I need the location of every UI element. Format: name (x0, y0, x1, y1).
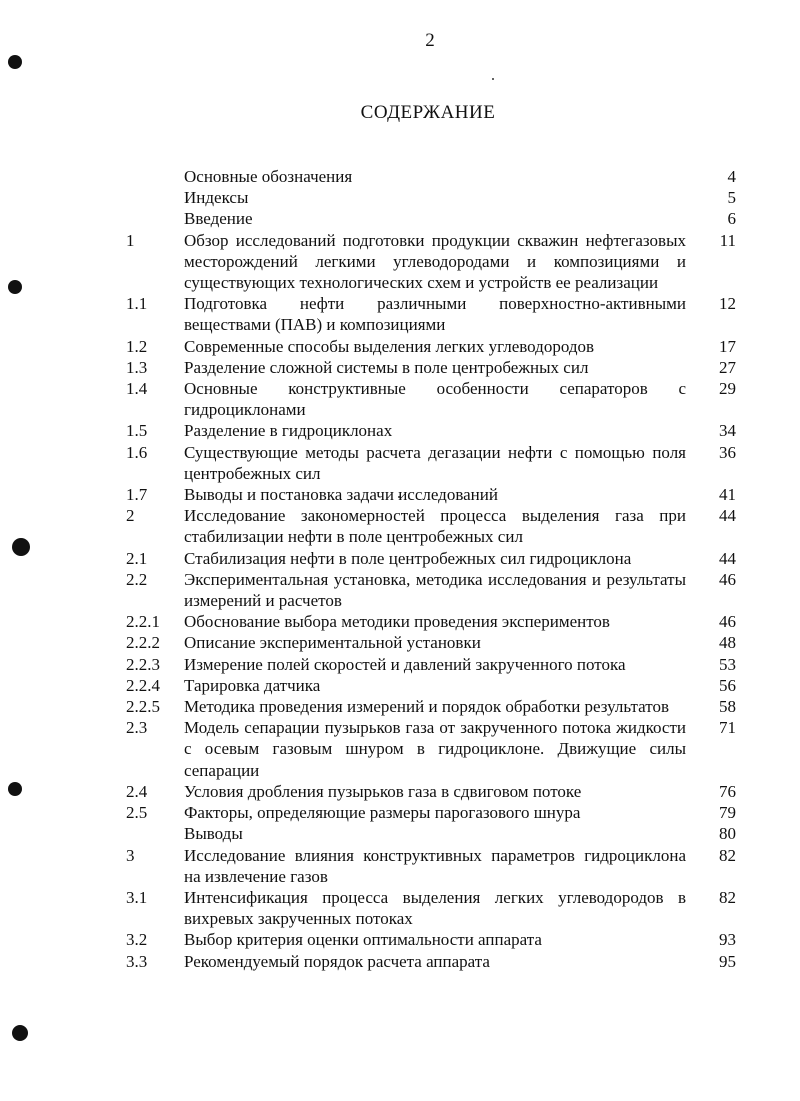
toc-entry (126, 420, 736, 441)
toc-entry-page: 95 (719, 951, 736, 971)
toc-entry-page: 27 (719, 357, 736, 377)
toc-entry-title: Обзор исследований подготовки продукции скважин нефтегазовых месторождений легкими углеводородами и композициями и существующих технологических схем и устройств ее реализации (184, 230, 686, 293)
toc-entry-title: Разделение сложной системы в поле центробежных сил (184, 357, 589, 377)
toc-entry-title: Выводы (184, 824, 243, 844)
toc-entry-title: Условия дробления пузырьков газа в сдвиговом потоке (184, 781, 582, 801)
toc-entry-page: 12 (719, 294, 736, 314)
toc-entry-page: 79 (719, 803, 736, 823)
toc-entry-title: Выбор критерия оценки оптимальности аппарата (184, 930, 542, 950)
toc-entry-title: Стабилизация нефти в поле центробежных сил гидроциклона (184, 548, 632, 568)
toc-entry-title: Исследование закономерностей процесса выделения газа при стабилизации нефти в поле центробежных сил (184, 506, 686, 547)
binder-hole-4 (8, 782, 22, 796)
toc-entry-page: 82 (719, 887, 736, 907)
toc-entry (126, 929, 736, 950)
toc-entry (126, 293, 736, 335)
toc-entry-page: 6 (727, 209, 736, 229)
toc-entry-title: Тарировка датчика (184, 675, 321, 695)
binder-hole-1 (8, 55, 22, 69)
toc-entry-page: 82 (719, 845, 736, 865)
toc-entry (126, 823, 736, 844)
toc-entry-page: 36 (719, 442, 736, 462)
toc-entry-number: 3 (126, 845, 135, 865)
toc-entry-title: Экспериментальная установка, методика исследования и результаты измерений и расчетов (184, 569, 686, 611)
toc-entry-number: 1.7 (126, 485, 148, 505)
table-of-contents (126, 166, 736, 972)
toc-entry-title: Современные способы выделения легких углеводородов (184, 336, 595, 356)
toc-entry-number: 2.2.3 (126, 654, 160, 674)
scan-speck (492, 78, 494, 80)
toc-entry (126, 548, 736, 569)
toc-entry-title: Описание экспериментальной установки (184, 633, 481, 653)
toc-entry-number: 3.1 (126, 887, 148, 907)
toc-entry-page: 4 (727, 167, 736, 186)
toc-entry-page: 53 (719, 654, 736, 674)
toc-entry-title: Исследование влияния конструктивных параметров гидроциклона на извлечение газов (184, 845, 686, 886)
toc-entry-page: 5 (727, 188, 736, 208)
toc-entry-number: 1.4 (126, 379, 148, 399)
toc-entry (126, 505, 736, 547)
toc-entry-title: Подготовка нефти различными поверхностно-активными веществами (ПАВ) и композициями (184, 294, 686, 335)
toc-entry (126, 675, 736, 696)
toc-entry-page: 56 (719, 675, 736, 695)
toc-entry-page: 93 (719, 930, 736, 950)
toc-entry-number: 2 (126, 506, 135, 526)
toc-entry-title: Индексы (184, 188, 249, 208)
toc-entry (126, 717, 736, 781)
toc-entry (126, 187, 736, 208)
toc-entry-number: 2.1 (126, 548, 148, 568)
toc-entry-title: Разделение в гидроциклонах (184, 421, 393, 441)
toc-entry-title: Выводы и постановка задачи исследований (184, 485, 498, 505)
binder-hole-3 (12, 538, 30, 556)
toc-entry-page: 29 (719, 379, 736, 399)
page-title: СОДЕРЖАНИЕ (360, 102, 496, 123)
toc-entry-page: 58 (719, 697, 736, 717)
toc-entry-title: Основные конструктивные особенности сепараторов с гидроциклонами (184, 379, 686, 420)
toc-entry-title: Модель сепарации пузырьков газа от закрученного потока жидкости с осевым газовым шнуром в гидроциклоне. Движущие силы сепарации (184, 718, 686, 780)
toc-entry-title: Факторы, определяющие размеры парогазового шнура (184, 803, 581, 823)
toc-entry (126, 357, 736, 378)
toc-entry (126, 802, 736, 823)
toc-entry-title: Введение (184, 209, 253, 229)
toc-entry (126, 611, 736, 632)
toc-entry-number: 2.2 (126, 569, 148, 589)
toc-entry (126, 484, 736, 505)
page-number: 2 (425, 30, 435, 51)
toc-entry-title: Методика проведения измерений и порядок обработки результатов (184, 697, 669, 717)
toc-entry (126, 208, 736, 229)
toc-entry-number: 2.4 (126, 781, 148, 801)
toc-entry-page: 46 (719, 612, 736, 632)
toc-entry-number: 2.2.1 (126, 612, 160, 632)
toc-entry (126, 845, 736, 887)
toc-entry-number: 1.1 (126, 294, 148, 314)
toc-entry-number: 1.6 (126, 442, 148, 462)
toc-entry-page: 71 (719, 718, 736, 738)
toc-entry-number: 3.3 (126, 951, 148, 971)
toc-entry-number: 3.2 (126, 930, 148, 950)
toc-entry (126, 378, 736, 420)
toc-entry-number: 2.5 (126, 803, 148, 823)
toc-entry-number: 2.2.5 (126, 697, 160, 717)
toc-entry (126, 951, 736, 972)
toc-entry (126, 230, 736, 294)
toc-entry (126, 654, 736, 675)
toc-entry (126, 166, 736, 187)
toc-entry-page: 76 (719, 781, 736, 801)
toc-entry-number: 1.5 (126, 421, 148, 441)
toc-entry (126, 781, 736, 802)
toc-entry-page: 41 (719, 485, 736, 505)
toc-entry-page: 80 (719, 824, 736, 844)
toc-entry-number: 2.2.4 (126, 675, 160, 695)
toc-entry-page: 44 (719, 506, 736, 526)
toc-entry (126, 696, 736, 717)
toc-entry-number: 1 (126, 230, 135, 250)
toc-entry (126, 887, 736, 929)
toc-entry (126, 632, 736, 653)
toc-entry-page: 48 (719, 633, 736, 653)
toc-entry-page: 17 (719, 336, 736, 356)
toc-entry-number: 1.3 (126, 357, 148, 377)
toc-entry-page: 34 (719, 421, 736, 441)
toc-entry (126, 442, 736, 484)
binder-hole-5 (12, 1025, 28, 1041)
toc-entry-number: 2.2.2 (126, 633, 160, 653)
toc-entry-title: Рекомендуемый порядок расчета аппарата (184, 951, 490, 971)
toc-entry-page: 11 (719, 230, 736, 250)
toc-entry-page: 46 (719, 569, 736, 589)
toc-entry-number: 2.3 (126, 718, 148, 738)
toc-entry-title: Существующие методы расчета дегазации нефти с помощью поля центробежных сил (184, 442, 686, 483)
toc-entry (126, 569, 736, 611)
toc-entry-title: Интенсификация процесса выделения легких углеводородов в вихревых закрученных потоках (184, 887, 686, 929)
toc-entry-title: Основные обозначения (184, 167, 353, 186)
toc-entry-title: Измерение полей скоростей и давлений закрученного потока (184, 654, 626, 674)
toc-entry-title: Обоснование выбора методики проведения экспериментов (184, 612, 610, 632)
binder-hole-2 (8, 280, 22, 294)
toc-entry-number: 1.2 (126, 336, 148, 356)
toc-entry (126, 336, 736, 357)
toc-entry-page: 44 (719, 548, 736, 568)
